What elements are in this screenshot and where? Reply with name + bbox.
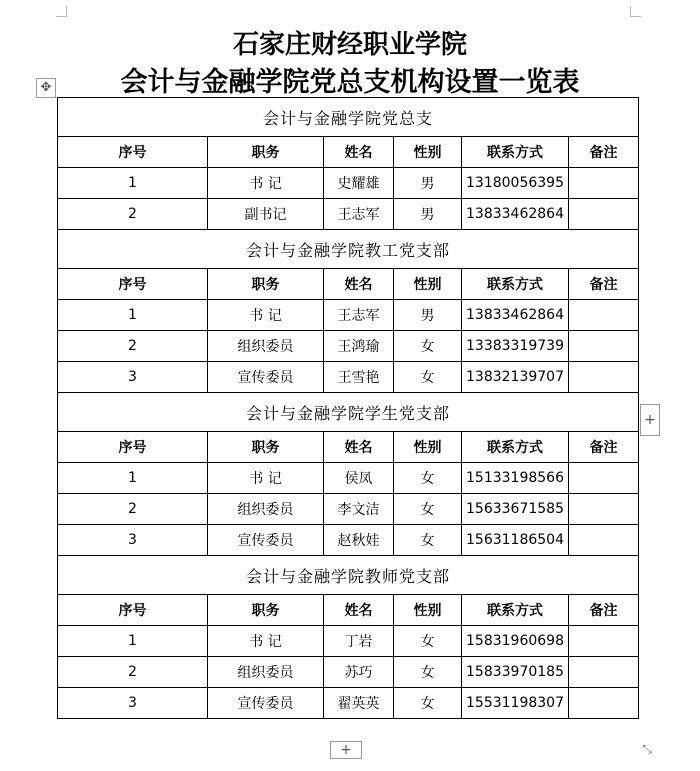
- cell-phone: 13833462864: [462, 199, 569, 230]
- cell-name: 赵秋娃: [324, 525, 394, 556]
- cell-name: 史耀雄: [324, 168, 394, 199]
- header-name: 姓名: [324, 137, 394, 168]
- cell-position: 宣传委员: [208, 362, 324, 393]
- cell-remarks: [569, 463, 639, 494]
- cell-gender: 男: [394, 199, 462, 230]
- header-remarks: 备注: [569, 432, 639, 463]
- cell-seq: 1: [58, 168, 208, 199]
- cell-name: 李文洁: [324, 494, 394, 525]
- cell-position: 书 记: [208, 168, 324, 199]
- cell-gender: 女: [394, 494, 462, 525]
- cell-phone: 13180056395: [462, 168, 569, 199]
- header-position: 职务: [208, 269, 324, 300]
- section-title-row: [58, 556, 639, 595]
- cell-seq: 3: [58, 688, 208, 719]
- cell-remarks: [569, 494, 639, 525]
- cell-position: 副书记: [208, 199, 324, 230]
- cell-name: 王志军: [324, 300, 394, 331]
- section-title: 会计与金融学院党总支: [58, 98, 639, 137]
- header-row: [58, 432, 639, 463]
- cell-seq: 3: [58, 525, 208, 556]
- section-title-row: [58, 230, 639, 269]
- header-row: [58, 137, 639, 168]
- cell-position: 书 记: [208, 300, 324, 331]
- cell-name: 王志军: [324, 199, 394, 230]
- table-row: [58, 362, 639, 393]
- cell-phone: 13833462864: [462, 300, 569, 331]
- table-row: [58, 199, 639, 230]
- cell-remarks: [569, 362, 639, 393]
- header-position: 职务: [208, 137, 324, 168]
- cell-position: 宣传委员: [208, 525, 324, 556]
- cell-remarks: [569, 199, 639, 230]
- header-contact: 联系方式: [462, 269, 569, 300]
- cell-seq: 1: [58, 463, 208, 494]
- cell-remarks: [569, 626, 639, 657]
- cell-phone: 13832139707: [462, 362, 569, 393]
- cell-remarks: [569, 331, 639, 362]
- cell-name: 侯凤: [324, 463, 394, 494]
- cell-gender: 男: [394, 300, 462, 331]
- table-row: [58, 331, 639, 362]
- cell-name: 丁岩: [324, 626, 394, 657]
- cell-position: 组织委员: [208, 494, 324, 525]
- cell-seq: 1: [58, 626, 208, 657]
- header-position: 职务: [208, 595, 324, 626]
- table-row: [58, 463, 639, 494]
- table-row: [58, 168, 639, 199]
- cell-gender: 女: [394, 331, 462, 362]
- section-title: 会计与金融学院教工党支部: [58, 230, 639, 269]
- resize-diagonal-icon[interactable]: ⤡: [642, 742, 652, 756]
- cell-seq: 2: [58, 199, 208, 230]
- cell-phone: 15631186504: [462, 525, 569, 556]
- cell-gender: 女: [394, 525, 462, 556]
- header-contact: 联系方式: [462, 137, 569, 168]
- header-seq: 序号: [58, 137, 208, 168]
- section-title-row: [58, 98, 639, 137]
- section-title: 会计与金融学院学生党支部: [58, 393, 639, 432]
- header-row: [58, 595, 639, 626]
- header-seq: 序号: [58, 269, 208, 300]
- cell-position: 书 记: [208, 463, 324, 494]
- cell-position: 宣传委员: [208, 688, 324, 719]
- table-row: [58, 300, 639, 331]
- header-row: [58, 269, 639, 300]
- header-contact: 联系方式: [462, 595, 569, 626]
- header-remarks: 备注: [569, 595, 639, 626]
- cell-position: 组织委员: [208, 657, 324, 688]
- cell-remarks: [569, 688, 639, 719]
- header-position: 职务: [208, 432, 324, 463]
- table-row: [58, 657, 639, 688]
- cell-remarks: [569, 525, 639, 556]
- header-remarks: 备注: [569, 137, 639, 168]
- page-corner-mark-right: [630, 6, 641, 17]
- cell-seq: 1: [58, 300, 208, 331]
- cell-phone: 15633671585: [462, 494, 569, 525]
- section-title-row: [58, 393, 639, 432]
- table-row: [58, 494, 639, 525]
- cell-position: 组织委员: [208, 331, 324, 362]
- header-seq: 序号: [58, 432, 208, 463]
- cell-seq: 3: [58, 362, 208, 393]
- org-table: [57, 97, 639, 719]
- cell-name: 翟英英: [324, 688, 394, 719]
- cell-name: 王鸿瑜: [324, 331, 394, 362]
- cell-position: 书 记: [208, 626, 324, 657]
- header-name: 姓名: [324, 432, 394, 463]
- section-title: 会计与金融学院教师党支部: [58, 556, 639, 595]
- header-seq: 序号: [58, 595, 208, 626]
- header-remarks: 备注: [569, 269, 639, 300]
- page-corner-mark-left: [56, 6, 67, 17]
- cell-gender: 女: [394, 688, 462, 719]
- document-title: 石家庄财经职业学院: [232, 30, 467, 60]
- header-contact: 联系方式: [462, 432, 569, 463]
- table-row: [58, 626, 639, 657]
- add-row-plus-icon[interactable]: +: [330, 741, 362, 759]
- cell-phone: 15831960698: [462, 626, 569, 657]
- cell-seq: 2: [58, 657, 208, 688]
- cell-phone: 15833970185: [462, 657, 569, 688]
- cell-name: 苏巧: [324, 657, 394, 688]
- cell-seq: 2: [58, 331, 208, 362]
- cell-phone: 15531198307: [462, 688, 569, 719]
- cell-seq: 2: [58, 494, 208, 525]
- header-gender: 性别: [394, 269, 462, 300]
- cell-gender: 男: [394, 168, 462, 199]
- cell-remarks: [569, 657, 639, 688]
- cell-phone: 13383319739: [462, 331, 569, 362]
- cell-phone: 15133198566: [462, 463, 569, 494]
- cell-remarks: [569, 168, 639, 199]
- move-arrows-icon[interactable]: ✥: [36, 78, 56, 98]
- header-gender: 性别: [394, 595, 462, 626]
- cell-remarks: [569, 300, 639, 331]
- cell-gender: 女: [394, 626, 462, 657]
- cell-gender: 女: [394, 463, 462, 494]
- add-column-plus-icon[interactable]: +: [640, 404, 660, 436]
- header-name: 姓名: [324, 595, 394, 626]
- document-subtitle: 会计与金融学院党总支机构设置一览表: [120, 67, 580, 98]
- table-body: [58, 98, 639, 719]
- cell-name: 王雪艳: [324, 362, 394, 393]
- cell-gender: 女: [394, 657, 462, 688]
- header-gender: 性别: [394, 432, 462, 463]
- cell-gender: 女: [394, 362, 462, 393]
- header-name: 姓名: [324, 269, 394, 300]
- table-row: [58, 525, 639, 556]
- table-row: [58, 688, 639, 719]
- header-gender: 性别: [394, 137, 462, 168]
